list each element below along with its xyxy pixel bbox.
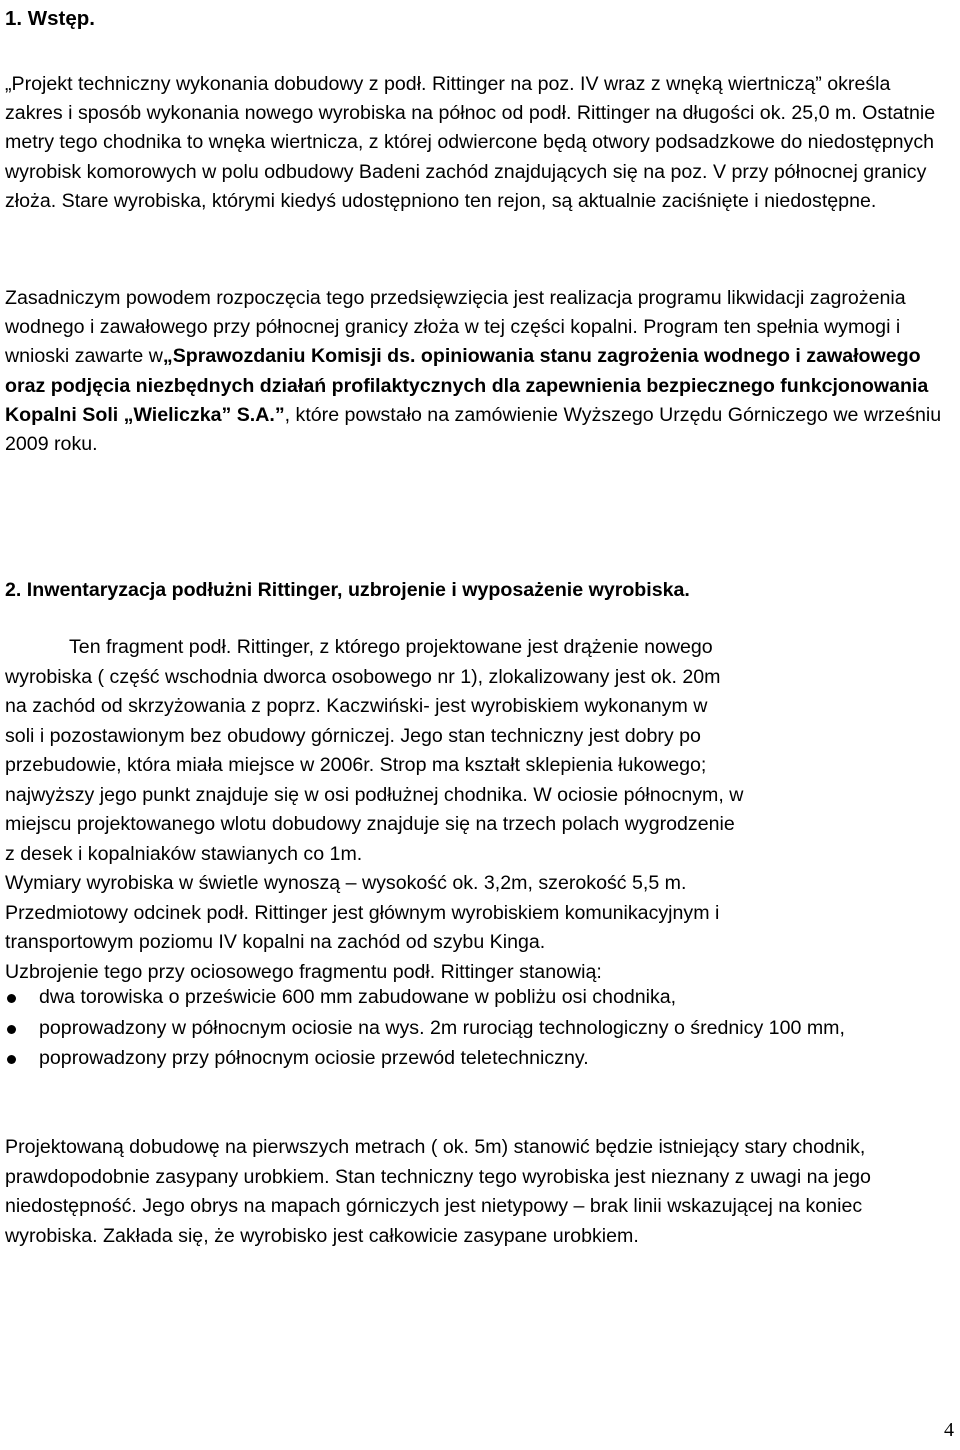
paragraph-line: Przedmiotowy odcinek podł. Rittinger jest głównym wyrobiskiem komunikacyjnym i [5, 901, 720, 924]
paragraph-line: Uzbrojenie tego przy ociosowego fragmentu podł. Rittinger stanowią: [5, 960, 602, 983]
paragraph-line: z desek i kopalniaków stawianych co 1m. [5, 842, 363, 865]
paragraph-line: Wymiary wyrobiska w świetle wynoszą – wysokość ok. 3,2m, szerokość 5,5 m. [5, 872, 687, 894]
inventory-paragraph [5, 633, 953, 987]
section-1-heading: 1. Wstęp. [5, 7, 95, 30]
paragraph-line: na zachód od skrzyżowania z poprz. Kaczwiński- jest wyrobiskiem wykonanym w [5, 695, 708, 717]
list-item [5, 983, 953, 1013]
section-2-heading: 2. Inwentaryzacja podłużni Rittinger, uzbrojenie i wyposażenie wyrobiska. [5, 579, 690, 601]
closing-paragraph: Projektowaną dobudowę na pierwszych metrach ( ok. 5m) stanowić będzie istniejący stary chodnik, prawdopodobnie zasypany urobkiem. Stan techniczny tego wyrobiska jest nieznany z uwagi na jego niedostępność. Jego obrys na mapach górniczych jest nietypowy – brak linii wskazującej na koniec wyrobiska. Zakłada się, że wyrobisko jest całkowicie zasypane urobkiem. [5, 1136, 871, 1247]
list-item-text: poprowadzony w północnym ociosie na wys. 2m rurociąg technologiczny o średnicy 100 mm, [39, 1016, 845, 1039]
paragraph-line: transportowym poziomu IV kopalni na zachód od szybu Kinga. [5, 931, 546, 953]
purpose-paragraph [5, 284, 953, 459]
bullet-icon [7, 994, 16, 1003]
page-number: 4 [944, 1419, 954, 1441]
paragraph-line: najwyższy jego punkt znajduje się w osi podłużnej chodnika. W ociosie północnym, w [5, 783, 744, 806]
list-item [5, 1014, 953, 1044]
equipment-list [5, 983, 953, 1075]
paragraph-line: wyrobiska ( część wschodnia dworca osobowego nr 1), zlokalizowany jest ok. 20m [5, 665, 721, 688]
paragraph-line: Ten fragment podł. Rittinger, z którego projektowane jest drążenie nowego [69, 636, 713, 658]
paragraph-line: miejscu projektowanego wlotu dobudowy znajduje się na trzech polach wygrodzenie [5, 813, 735, 835]
paragraph-line: przebudowie, która miała miejsce w 2006r. Strop ma kształt sklepienia łukowego; [5, 754, 707, 776]
paragraph-line: soli i pozostawionym bez obudowy górniczej. Jego stan techniczny jest dobry po [5, 724, 701, 747]
list-item-text: dwa torowiska o prześwicie 600 mm zabudowane w pobliżu osi chodnika, [39, 986, 677, 1008]
report-title-bold: „Sprawozdaniu Komisji ds. opiniowania stanu zagrożenia wodnego i zawałowego oraz podjęcia niezbędnych działań profilaktycznych dla zapewnienia bezpiecznego funkcjonowania Kopalni Soli „Wieliczka” S.A.” [5, 345, 929, 426]
list-item-text: poprowadzony przy północnym ociosie przewód teletechniczny. [39, 1047, 589, 1069]
bullet-icon [7, 1055, 16, 1064]
list-item [5, 1044, 953, 1074]
purpose-text-start: Zasadniczym powodem rozpoczęcia tego przedsięwzięcia jest realizacja programu likwidacji zagrożenia wodnego i zawałowego przy północnej granicy złoża w tej części kopalni. Program ten spełnia wymogi i wnioski zawarte w [5, 287, 906, 368]
introduction-paragraph: „Projekt techniczny wykonania dobudowy z podł. Rittinger na poz. IV wraz z wnęką wiertniczą” określa zakres i sposób wykonania nowego wyrobiska na północ od podł. Rittinger na długości ok. 25,0 m. Ostatnie metry tego chodnika to wnęka wiertnicza, z której odwiercone będą otwory podsadzkowe do niedostępnych wyrobisk komorowych w polu odbudowy Badeni zachód znajdujących się na poz. V przy północnej granicy złoża. Stare wyrobiska, którymi kiedyś udostępniono ten rejon, są aktualnie zaciśnięte i niedostępne. [5, 73, 936, 212]
bullet-icon [7, 1025, 16, 1034]
purpose-text-end: , które powstało na zamówienie Wyższego Urzędu Górniczego we wrześniu 2009 roku. [5, 403, 942, 456]
